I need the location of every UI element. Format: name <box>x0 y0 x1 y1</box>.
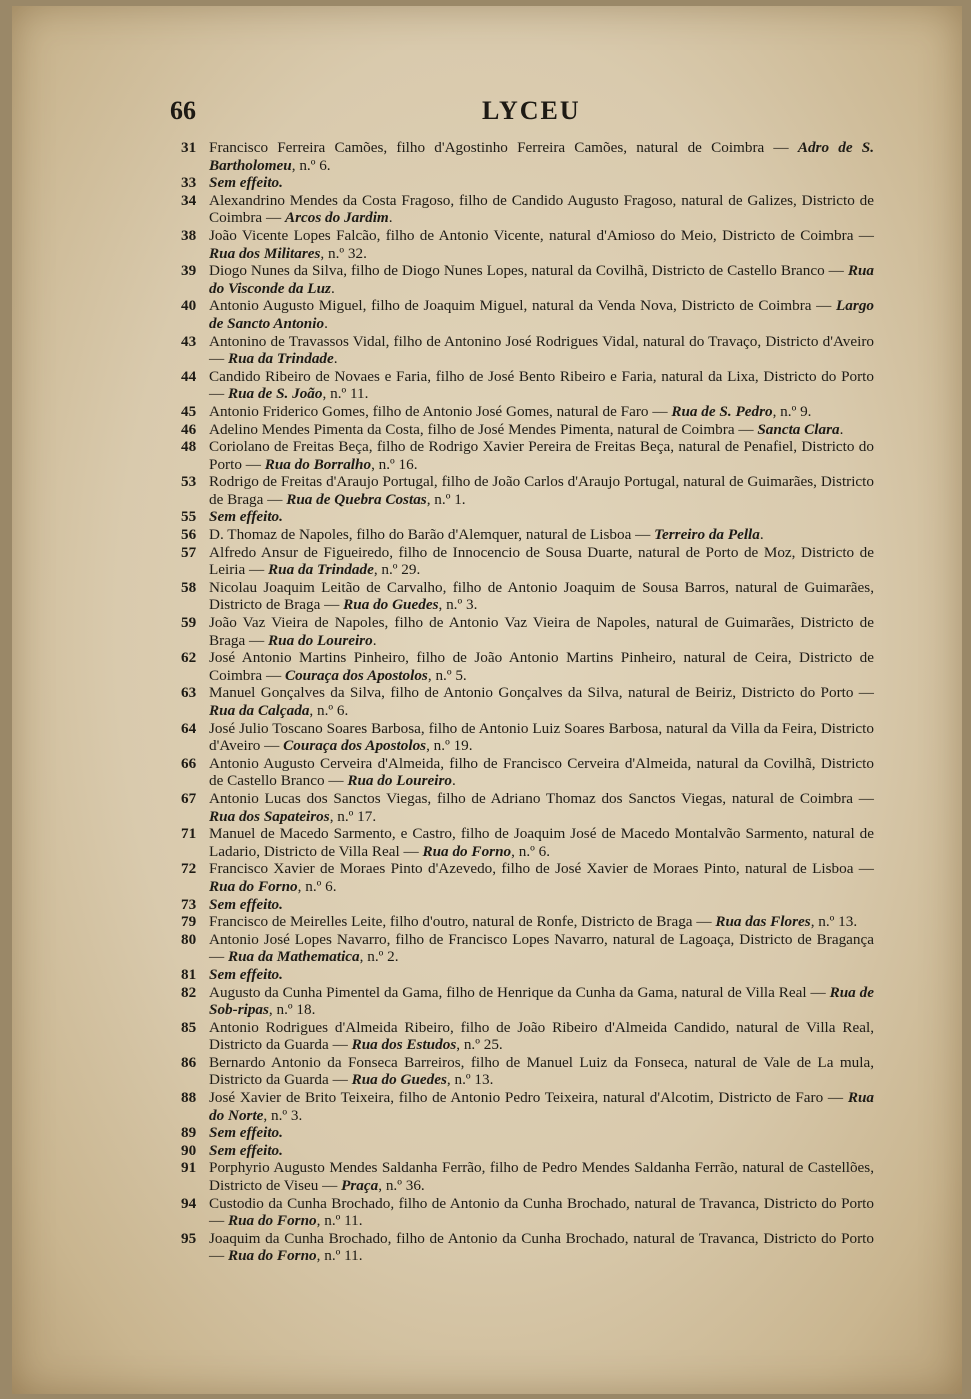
entry-address: Rua de S. Pedro <box>671 402 773 420</box>
entry-address: Couraça dos Apostolos <box>284 666 428 684</box>
list-item <box>162 1159 874 1194</box>
entry-text: Custodio da Cunha Brochado, filho de Antonio da Cunha Brochado, natural de Travanca, Districto do Porto — <box>209 1194 874 1230</box>
entry-tail: , n.º 17. <box>329 807 377 825</box>
entry-tail: , n.º 18. <box>268 1001 316 1019</box>
entry-number: 73 <box>181 895 197 913</box>
entry-address: Rua do Visconde da Luz <box>209 262 874 297</box>
list-item <box>162 368 874 403</box>
list-item <box>162 649 874 684</box>
entry-text: Antonio Augusto Miguel, filho de Joaquim Miguel, natural da Venda Nova, Districto de Coimbra — <box>209 297 837 315</box>
entry-number: 72 <box>181 860 197 878</box>
entry-number: 59 <box>181 614 197 632</box>
entry-number: 58 <box>181 578 197 596</box>
entry-number: 44 <box>181 367 197 385</box>
list-item <box>162 262 874 297</box>
list-item <box>162 1195 874 1230</box>
entry-tail: , n.º 1. <box>426 490 466 508</box>
entry-text: João Vaz Vieira de Napoles, filho de Antonio Vaz Vieira de Napoles, natural de Guimarães, Districto de Braga — <box>209 614 874 649</box>
entry-number: 88 <box>181 1089 197 1107</box>
list-item <box>162 825 874 860</box>
entry-number: 94 <box>181 1194 197 1212</box>
list-item <box>162 1124 874 1142</box>
list-item <box>162 984 874 1019</box>
entry-number: 57 <box>181 543 197 561</box>
entry-number: 39 <box>181 262 197 280</box>
entry-number: 79 <box>181 913 197 931</box>
entry-address: Sem effeito. <box>209 895 283 913</box>
entry-number: 38 <box>181 226 197 244</box>
entry-number: 46 <box>181 420 197 438</box>
entry-address: Rua dos Sapateiros <box>209 807 330 825</box>
entry-address: Rua dos Militares <box>209 244 321 262</box>
entry-address: Sem effeito. <box>209 174 283 192</box>
page-number: 66 <box>170 96 196 125</box>
entry-text: Porphyrio Augusto Mendes Saldanha Ferrão, filho de Pedro Mendes Saldanha Ferrão, natural de Castellões, Districto de Viseu — <box>209 1159 874 1195</box>
entry-text: Coriolano de Freitas Beça, filho de Rodrigo Xavier Pereira de Freitas Beça, natural de Penafiel, Districto do Porto — <box>209 438 874 473</box>
entry-number: 56 <box>181 526 197 544</box>
entry-tail: , n.º 32. <box>320 244 367 262</box>
list-item <box>162 614 874 649</box>
list-item <box>162 1054 874 1089</box>
list-item <box>162 684 874 719</box>
entry-address: Rua do Borralho <box>264 455 372 473</box>
entry-tail: . <box>330 279 335 297</box>
entry-tail: , n.º 6. <box>511 842 551 860</box>
entry-tail: , n.º 36. <box>378 1177 425 1195</box>
entry-tail: , n.º 6. <box>297 877 337 895</box>
entry-text: José Xavier de Brito Teixeira, filho de Antonio Pedro Teixeira, natural d'Alcotim, Districto de Faro — <box>209 1089 848 1107</box>
entry-address: Adro de S. Bartholomeu <box>209 139 874 174</box>
entry-address: Sancta Clara <box>757 420 840 438</box>
list-item <box>162 139 874 174</box>
entry-number: 34 <box>181 191 197 209</box>
entry-number: 43 <box>181 332 197 350</box>
entry-tail: , n.º 11. <box>316 1247 363 1265</box>
entry-tail: , n.º 16. <box>371 455 418 473</box>
entry-tail: . <box>452 772 456 790</box>
entry-number: 31 <box>181 139 197 156</box>
entry-text: Francisco Xavier de Moraes Pinto d'Azevedo, filho de José Xavier de Moraes Pinto, natural de Lisboa — <box>209 860 874 878</box>
list-item <box>162 790 874 825</box>
entry-number: 95 <box>181 1229 197 1247</box>
entry-text: Augusto da Cunha Pimentel da Gama, filho de Henrique da Cunha da Gama, natural de Villa Real — <box>209 983 830 1001</box>
entry-text: Diogo Nunes da Silva, filho de Diogo Nunes Lopes, natural da Covilhã, Districto de Castello Branco — <box>209 262 848 280</box>
entry-text: Francisco Ferreira Camões, filho d'Agostinho Ferreira Camões, natural de Coimbra — <box>209 139 798 156</box>
entry-number: 86 <box>181 1053 197 1071</box>
entry-address: Rua da Trindade <box>268 561 374 579</box>
list-item <box>162 1019 874 1054</box>
entry-tail: , n.º 29. <box>373 561 421 579</box>
list-item <box>162 544 874 579</box>
list-item <box>162 579 874 614</box>
entry-text: Nicolau Joaquim Leitão de Carvalho, filho de Antonio Joaquim de Sousa Barros, natural de Guimarães, Districto de Braga — <box>209 578 874 614</box>
entry-tail: . <box>333 350 338 368</box>
entry-text: Antonino de Travassos Vidal, filho de Antonino José Rodrigues Vidal, natural do Travaço, Districto d'Aveiro — <box>209 332 874 368</box>
entry-tail: , n.º 13. <box>446 1071 494 1089</box>
entry-number: 55 <box>181 508 197 526</box>
entry-tail: , n.º 11. <box>322 385 369 403</box>
list-item <box>162 473 874 508</box>
list-item <box>162 438 874 473</box>
entry-number: 66 <box>181 754 197 772</box>
entry-tail: , n.º 9. <box>772 402 812 420</box>
list-item <box>162 913 874 931</box>
entry-text: Alexandrino Mendes da Costa Fragoso, filho de Candido Augusto Fragoso, natural de Galizes, Districto de Coimbra — <box>209 191 874 227</box>
entry-tail: , n.º 19. <box>426 737 473 755</box>
entry-text: Alfredo Ansur de Figueiredo, filho de Innocencio de Sousa Duarte, natural de Porto de Moz, Districto de Leiria — <box>209 543 874 579</box>
entry-address: Rua de S. João <box>227 385 323 403</box>
list-item <box>162 720 874 755</box>
entry-text: Joaquim da Cunha Brochado, filho de Antonio da Cunha Brochado, natural de Travanca, Districto do Porto — <box>209 1229 874 1265</box>
entry-tail: . <box>372 631 377 649</box>
entry-number: 71 <box>181 825 197 843</box>
entry-number: 91 <box>181 1159 197 1177</box>
list-item <box>162 403 874 421</box>
entry-number: 33 <box>181 174 197 192</box>
student-list <box>162 139 874 1265</box>
entry-tail: , n.º 3. <box>263 1106 303 1124</box>
entry-number: 85 <box>181 1018 197 1036</box>
entry-address: Rua de Sob-ripas <box>209 983 874 1019</box>
entry-address: Praça <box>341 1177 379 1195</box>
entry-address: Rua das Flores <box>715 913 811 931</box>
entry-address: Rua do Forno <box>209 877 298 895</box>
entry-number: 81 <box>181 965 197 983</box>
list-item <box>162 1230 874 1265</box>
entry-number: 82 <box>181 983 197 1001</box>
list-item <box>162 526 874 544</box>
entry-number: 63 <box>181 684 197 702</box>
entry-number: 45 <box>181 402 197 420</box>
entry-number: 67 <box>181 789 197 807</box>
entry-tail: , n.º 11. <box>316 1212 363 1230</box>
entry-address: Rua do Forno <box>227 1247 317 1265</box>
entry-number: 62 <box>181 649 197 667</box>
entry-text: Antonio Friderico Gomes, filho de Antonio José Gomes, natural de Faro — <box>209 402 672 420</box>
entry-tail: , n.º 25. <box>456 1036 503 1054</box>
list-item <box>162 421 874 439</box>
list-item <box>162 931 874 966</box>
entry-text: Candido Ribeiro de Novaes e Faria, filho de José Bento Ribeiro e Faria, natural da Lixa, Districto do Porto — <box>209 367 874 403</box>
entry-text: Antonio Lucas dos Sanctos Viegas, filho de Adriano Thomaz dos Sanctos Viegas, natural de Coimbra — <box>209 789 874 807</box>
entry-text: José Julio Toscano Soares Barbosa, filho de Antonio Luiz Soares Barbosa, natural da Villa da Feira, Districto d'Aveiro — <box>209 719 874 755</box>
entry-address: Sem effeito. <box>209 1141 283 1159</box>
entry-text: Adelino Mendes Pimenta da Costa, filho de José Mendes Pimenta, natural de Coimbra — <box>209 420 758 438</box>
entry-text: Manuel de Macedo Sarmento, e Castro, filho de Joaquim José de Macedo Montalvão Sarmento, natural de Ladario, Districto de Villa Real — <box>209 825 874 860</box>
entry-number: 53 <box>181 473 197 491</box>
list-item <box>162 896 874 914</box>
entry-address: Rua do Loureiro <box>268 631 373 649</box>
entry-address: Largo de Sancto Antonio <box>209 297 874 332</box>
entry-tail: , n.º 13. <box>810 913 858 931</box>
list-item <box>162 860 874 895</box>
entry-text: Manuel Gonçalves da Silva, filho de Antonio Gonçalves da Silva, natural de Beiriz, Districto do Porto — <box>209 684 874 702</box>
entry-address: Rua do Guedes <box>343 596 439 614</box>
list-item <box>162 1142 874 1160</box>
entry-number: 64 <box>181 719 197 737</box>
entry-text: Antonio Rodrigues d'Almeida Ribeiro, filho de João Ribeiro d'Almeida Candido, natural de Villa Real, Districto da Guarda — <box>209 1018 874 1054</box>
entry-address: Rua do Guedes <box>351 1071 447 1089</box>
entry-address: Arcos do Jardim <box>284 209 389 227</box>
entry-text: José Antonio Martins Pinheiro, filho de João Antonio Martins Pinheiro, natural de Ceira, Districto de Coimbra — <box>209 649 874 684</box>
entry-address: Rua do Forno <box>422 842 512 860</box>
entry-tail: , n.º 6. <box>291 156 331 174</box>
entry-address: Rua dos Estudos <box>351 1036 457 1054</box>
entry-address: Rua de Quebra Costas <box>286 490 427 508</box>
entry-address: Rua da Calçada <box>209 702 310 719</box>
entry-address: Sem effeito. <box>209 1124 283 1142</box>
entry-tail: . <box>839 420 844 438</box>
list-item <box>162 1089 874 1124</box>
running-title: LYCEU <box>482 96 581 125</box>
list-item <box>162 333 874 368</box>
entry-text: Antonio José Lopes Navarro, filho de Francisco Lopes Navarro, natural de Lagoaça, Districto de Bragança — <box>209 930 874 966</box>
entry-address: Rua da Mathematica <box>227 948 360 966</box>
entry-address: Terreiro da Pella <box>654 526 760 544</box>
entry-tail: . <box>324 314 328 332</box>
list-item <box>162 192 874 227</box>
entry-text: Antonio Augusto Cerveira d'Almeida, filho de Francisco Cerveira d'Almeida, natural da Covilhã, Districto de Castello Branco — <box>209 754 874 790</box>
entry-number: 89 <box>181 1124 197 1142</box>
entry-address: Rua do Forno <box>227 1212 317 1230</box>
entry-tail: . <box>388 209 393 227</box>
list-item <box>162 227 874 262</box>
entry-address: Couraça dos Apostolos <box>283 737 427 755</box>
entry-number: 80 <box>181 930 197 948</box>
entry-number: 40 <box>181 297 197 315</box>
entry-address: Rua do Loureiro <box>347 772 452 790</box>
entry-text: Bernardo Antonio da Fonseca Barreiros, filho de Manuel Luiz da Fonseca, natural de Vale de La mula, Districto da Guarda — <box>209 1053 874 1089</box>
entry-address: Rua do Norte <box>209 1089 874 1124</box>
list-item <box>162 297 874 332</box>
entry-number: 90 <box>181 1141 197 1159</box>
entry-number: 48 <box>181 438 197 456</box>
list-item <box>162 966 874 984</box>
entry-tail: , n.º 3. <box>438 596 478 614</box>
entry-text: Rodrigo de Freitas d'Araujo Portugal, filho de João Carlos d'Araujo Portugal, natural de Guimarães, Districto de Braga — <box>209 473 874 508</box>
list-item <box>162 174 874 192</box>
list-item <box>162 755 874 790</box>
entry-address: Rua da Trindade <box>227 350 334 368</box>
entry-tail: . <box>759 526 764 544</box>
entry-tail: , n.º 5. <box>427 666 467 684</box>
list-item <box>162 508 874 526</box>
entry-text: João Vicente Lopes Falcão, filho de Antonio Vicente, natural d'Amioso do Meio, Districto de Coimbra — <box>209 226 874 244</box>
entry-text: D. Thomaz de Napoles, filho do Barão d'Alemquer, natural de Lisboa — <box>209 526 655 544</box>
entry-tail: , n.º 2. <box>359 948 399 966</box>
page-header <box>12 94 962 134</box>
entry-address: Sem effeito. <box>209 508 283 526</box>
entry-address: Sem effeito. <box>209 965 283 983</box>
book-page <box>12 6 962 1394</box>
entry-tail: , n.º 6. <box>309 702 349 719</box>
entry-text: Francisco de Meirelles Leite, filho d'outro, natural de Ronfe, Districto de Braga — <box>209 913 716 931</box>
